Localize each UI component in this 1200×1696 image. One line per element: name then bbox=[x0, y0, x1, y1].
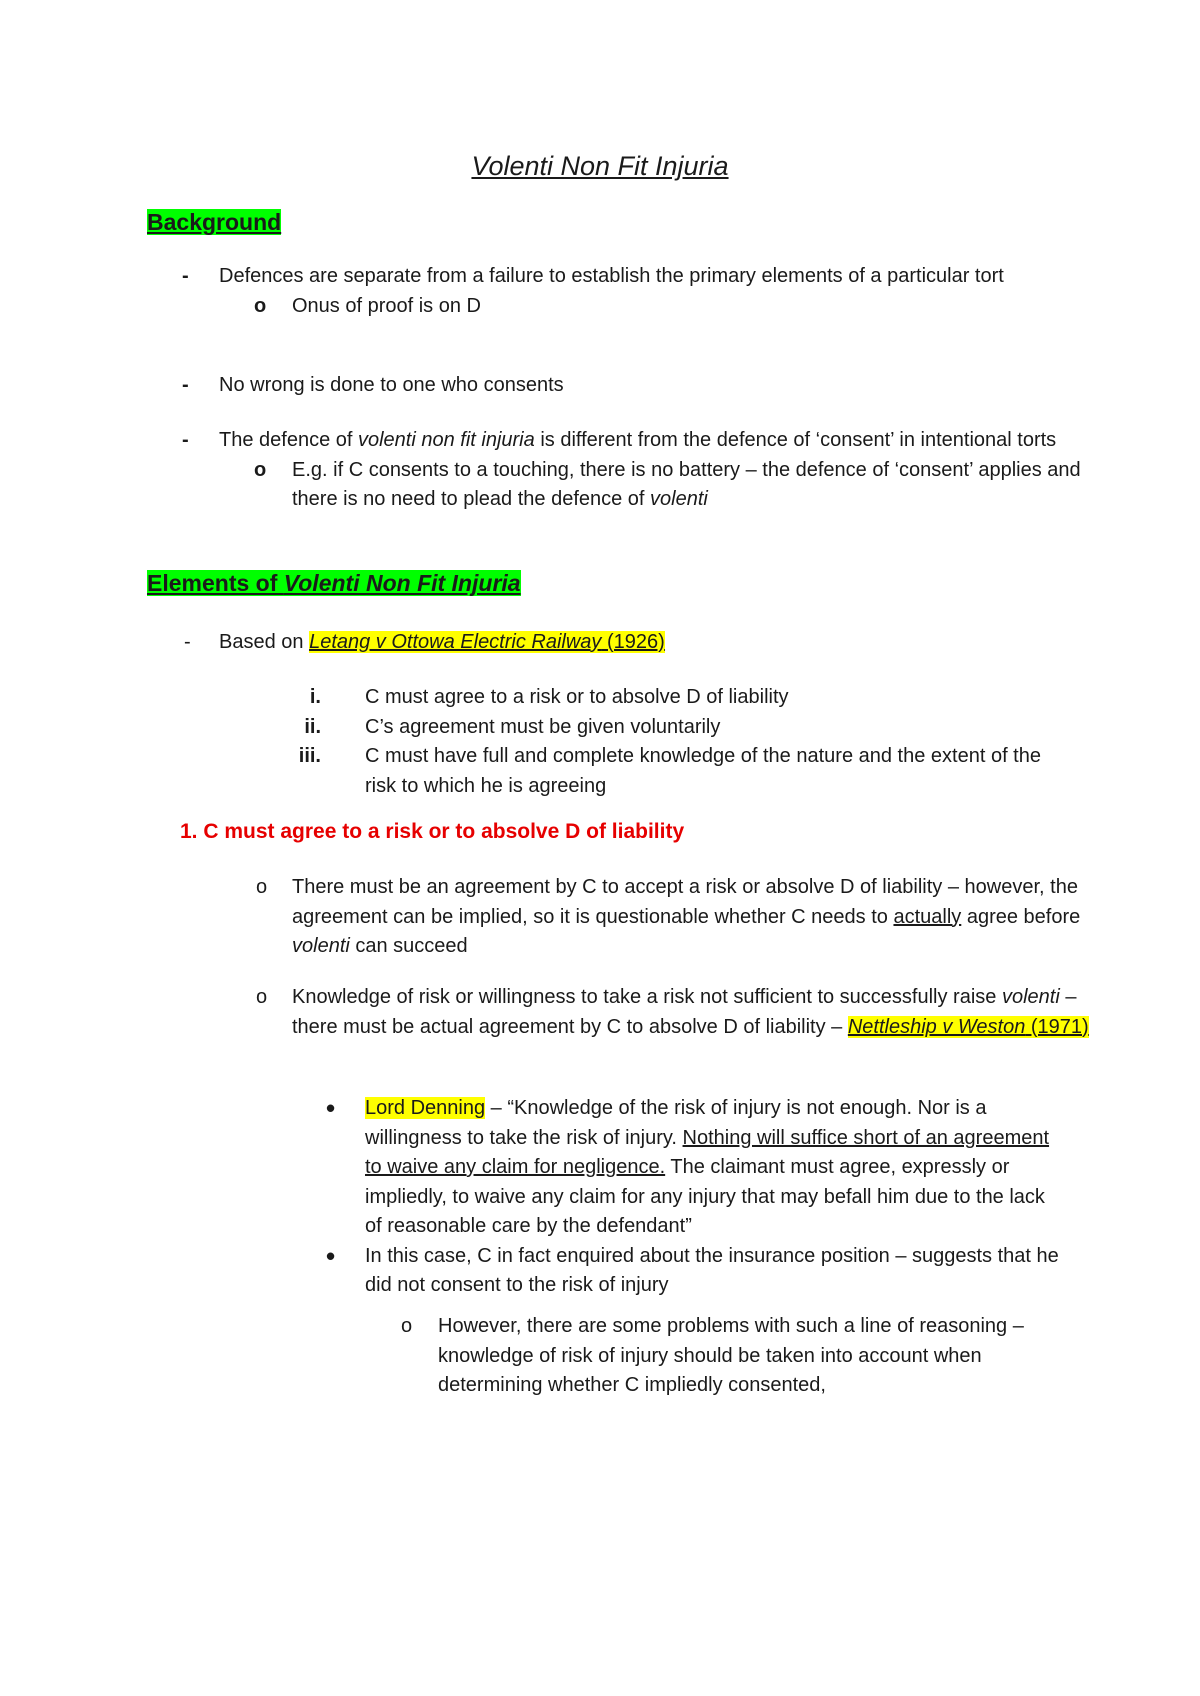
elements-numbered-list bbox=[0, 683, 1200, 801]
background-heading bbox=[147, 205, 281, 239]
dash-bullet: - bbox=[184, 631, 191, 653]
denning-quote: Lord Denning – “Knowledge of the risk of injury is not enough. Nor is a willingness to take the risk of injury. Nothing will suffice short of an agreement to waive any claim for negligence. The claimant must agree, expressly or impliedly, to waive any claim for any injury that may befall him due to the lack of reasonable care by the defendant” bbox=[365, 1097, 1050, 1237]
list-item bbox=[0, 983, 1200, 1042]
element-item: C’s agreement must be given voluntarily bbox=[365, 715, 721, 738]
background-point-3: The defence of volenti non fit injuria is different from the defence of ‘consent’ in intentional torts bbox=[219, 429, 1057, 451]
elements-heading bbox=[147, 566, 521, 600]
problems-point: However, there are some problems with such a line of reasoning – knowledge of risk of injury should be taken into account when determining whether C impliedly consented, bbox=[438, 1315, 1024, 1396]
denning-list bbox=[0, 1094, 1200, 1301]
list-item bbox=[0, 742, 1200, 801]
list-item bbox=[0, 713, 1200, 743]
judge-name: Lord Denning bbox=[365, 1097, 486, 1119]
section-1-point-1: There must be an agreement by C to accept a risk or absolve D of liability – however, the agreement can be implied, so it is questionable whether C needs to actually agree before volenti can succeed bbox=[292, 876, 1081, 957]
circle-bullet-icon: o bbox=[256, 876, 268, 898]
background-point-2: No wrong is done to one who consents bbox=[219, 374, 564, 396]
roman-numeral: iii. bbox=[298, 745, 321, 767]
circle-bullet-icon: o bbox=[254, 458, 267, 481]
background-list bbox=[0, 426, 1200, 515]
dash-bullet: - bbox=[182, 265, 189, 287]
case-citation: Letang v Ottowa Electric Railway (1926) bbox=[309, 631, 665, 653]
circle-bullet-icon: o bbox=[256, 986, 268, 1008]
background-subpoint-3: E.g. if C consents to a touching, there is no battery – the defence of ‘consent’ applies and there is no need to plead the defence of volenti bbox=[292, 458, 1081, 510]
circle-bullet-icon: o bbox=[401, 1315, 413, 1337]
list-item bbox=[0, 262, 1200, 292]
section-1-point-2: Knowledge of risk or willingness to take a risk not sufficient to successfully raise volenti – there must be actual agreement by C to absolve D of liability – Nettleship v Weston (1971) bbox=[292, 986, 1089, 1038]
list-item bbox=[0, 1312, 1200, 1401]
list-item bbox=[0, 873, 1200, 962]
list-item bbox=[0, 456, 1200, 515]
section-1-heading: 1. C must agree to a risk or to absolve D of liability bbox=[180, 820, 685, 843]
circle-bullet-icon: o bbox=[254, 294, 267, 317]
element-item: C must agree to a risk or to absolve D of liability bbox=[365, 686, 789, 708]
roman-numeral: i. bbox=[309, 686, 321, 708]
background-list bbox=[0, 371, 1200, 401]
case-citation: Nettleship v Weston (1971) bbox=[847, 1015, 1089, 1038]
elements-based-on bbox=[0, 628, 1200, 658]
list-item bbox=[0, 683, 1200, 713]
dash-bullet: - bbox=[182, 374, 189, 396]
bullet-dot-icon: • bbox=[326, 1093, 336, 1123]
section-1-list bbox=[0, 983, 1200, 1042]
background-list bbox=[0, 262, 1200, 321]
list-item: - Based on Letang v Ottowa Electric Railway (1926) bbox=[0, 628, 1200, 658]
list-item bbox=[0, 292, 1200, 322]
list-item bbox=[0, 1094, 1200, 1242]
problems-list bbox=[0, 1312, 1200, 1401]
list-item bbox=[0, 426, 1200, 456]
background-point-1: Defences are separate from a failure to establish the primary elements of a particular tort bbox=[219, 265, 1004, 287]
page-title: Volenti Non Fit Injuria bbox=[471, 151, 729, 181]
element-item: C must have full and complete knowledge of the nature and the extent of the risk to which he is agreeing bbox=[365, 745, 1041, 797]
insurance-point: In this case, C in fact enquired about the insurance position – suggests that he did not consent to the risk of injury bbox=[365, 1244, 1059, 1296]
elements-heading-text: Elements of Volenti Non Fit Injuria bbox=[147, 570, 521, 596]
list-item bbox=[0, 371, 1200, 401]
section-1-list bbox=[0, 873, 1200, 962]
dash-bullet: - bbox=[182, 429, 189, 451]
background-heading-text: Background bbox=[147, 209, 282, 235]
list-item bbox=[0, 1242, 1200, 1301]
roman-numeral: ii. bbox=[304, 715, 321, 738]
bullet-dot-icon: • bbox=[326, 1240, 336, 1271]
background-subpoint-1: Onus of proof is on D bbox=[292, 294, 481, 317]
